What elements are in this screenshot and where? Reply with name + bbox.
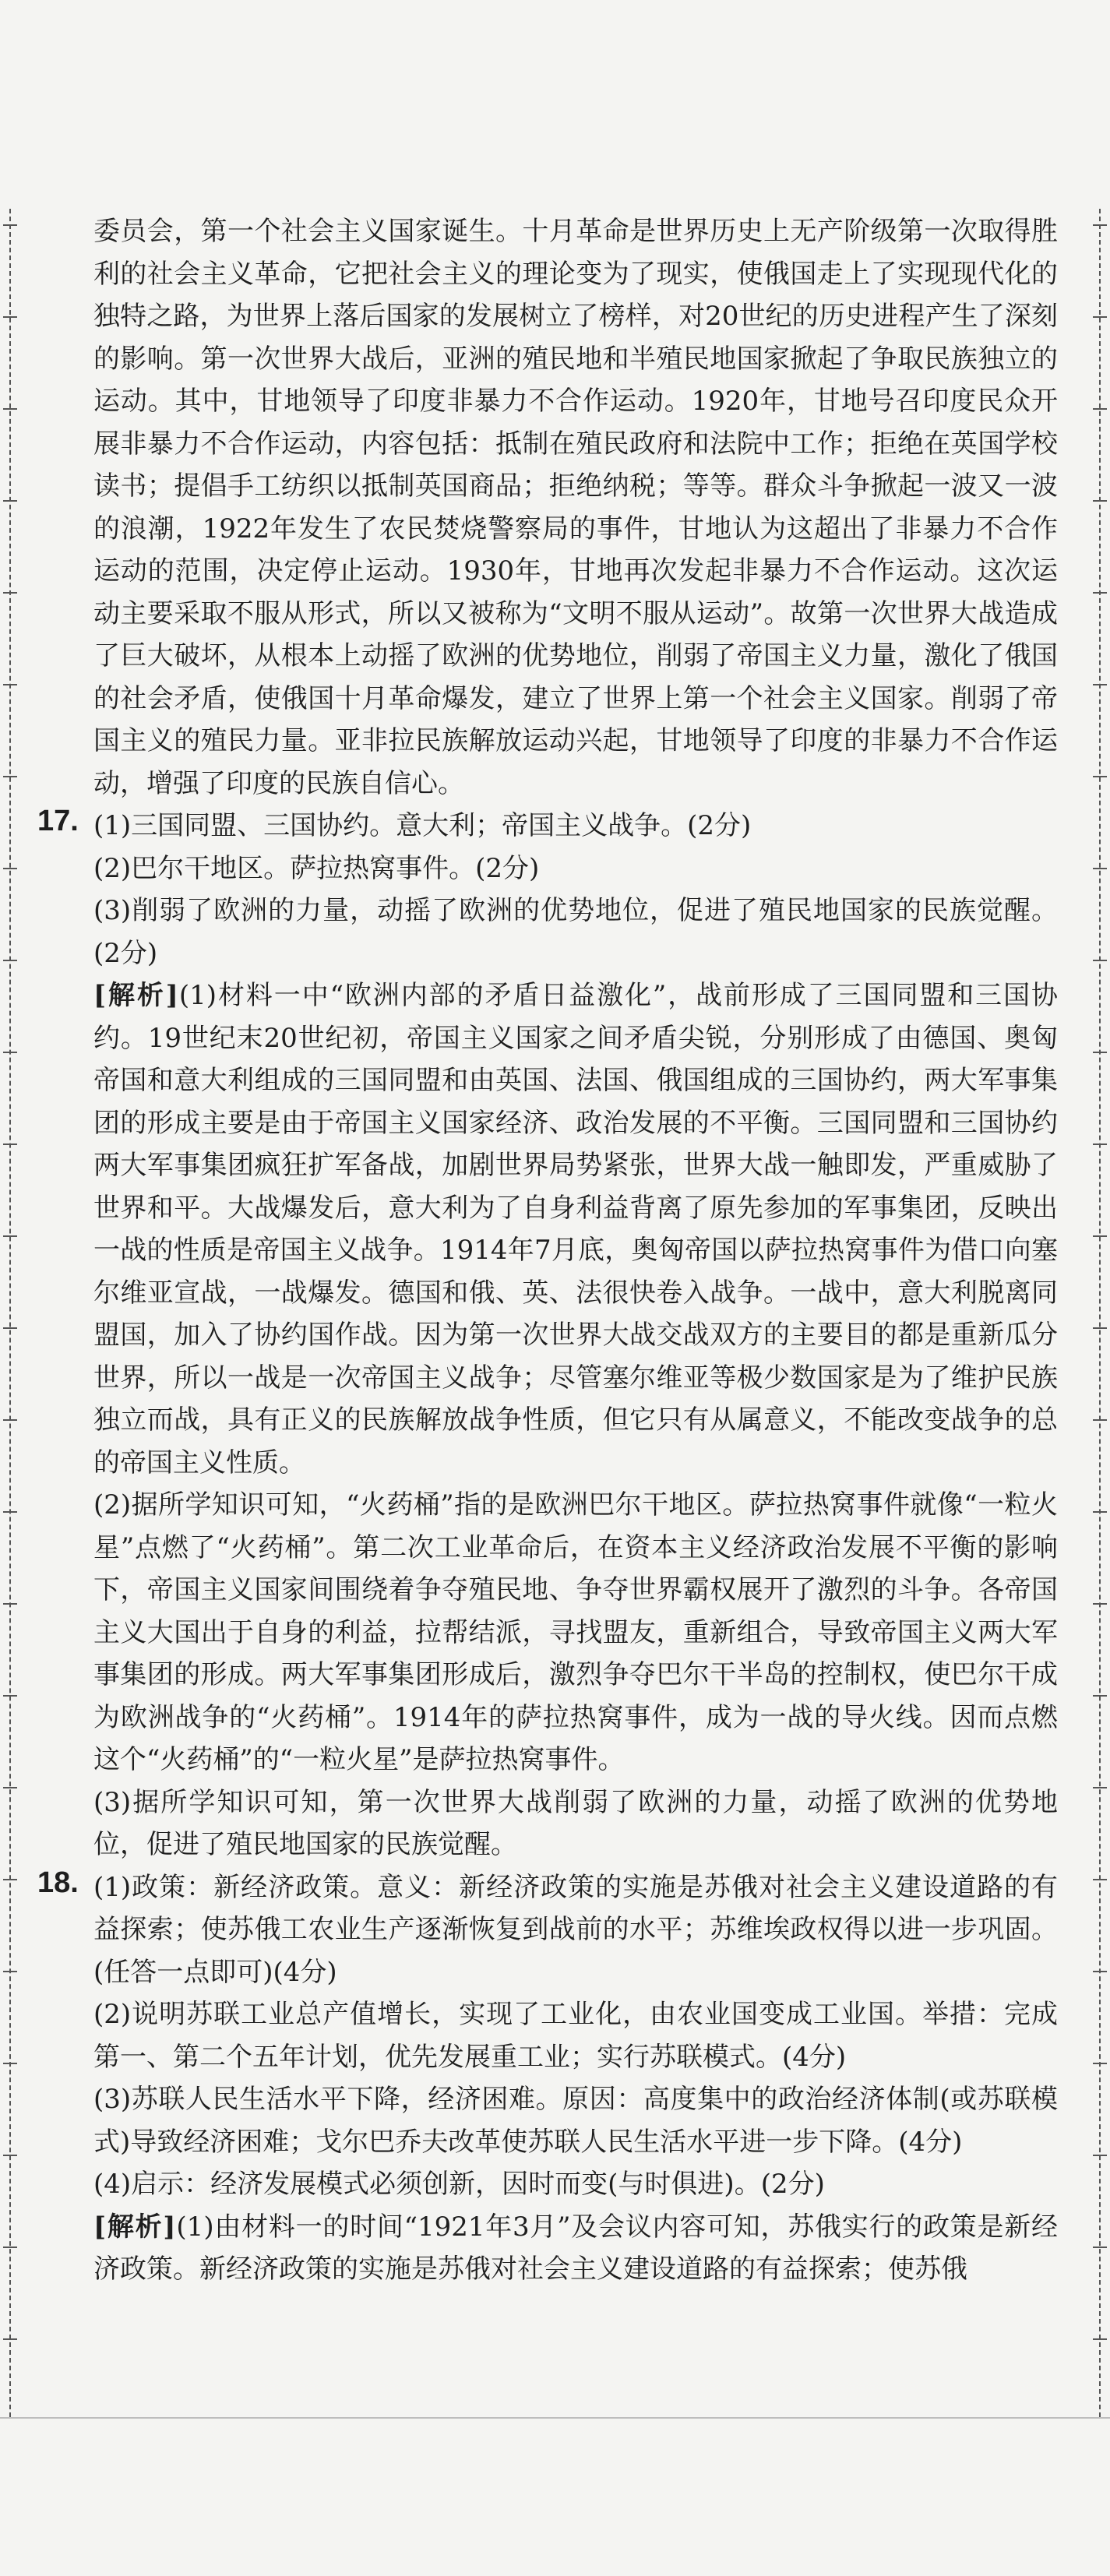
answer-18-3: (3)苏联人民生活水平下降，经济困难。原因：高度集中的政治经济体制(或苏联模式)导致经济困难；戈尔巴乔夫改革使苏联人民生活水平进一步下降。(4分) <box>93 2084 1058 2158</box>
ruler-tick <box>3 684 17 685</box>
q16-analysis-continued: 委员会，第一个社会主义国家诞生。十月革命是世界历史上无产阶级第一次取得胜利的社会主义革命，它把社会主义的理论变为了现实，使俄国走上了实现现代化的独特之路，为世界上落后国家的发展树立了榜样，对20世纪的历史进程产生了深刻的影响。第一次世界大战后，亚洲的殖民地和半殖民地国家掀起了争取民族独立的运动。其中，甘地领导了印度非暴力不合作运动。1920年，甘地号召印度民众开展非暴力不合作运动，内容包括：抵制在殖民政府和法院中工作；拒绝在英国学校读书；提倡手工纺织以抵制英国商品；拒绝纳税；等等。群众斗争掀起一波又一波的浪潮，1922年发生了农民焚烧警察局的事件，甘地认为这超出了非暴力不合作运动的范围，决定停止运动。1930年，甘地再次发起非暴力不合作运动。这次运动主要采取不服从形式，所以又被称为“文明不服从运动”。故第一次世界大战造成了巨大破坏，从根本上动摇了欧洲的优势地位，削弱了帝国主义力量，激化了俄国的社会矛盾，使俄国十月革命爆发，建立了世界上第一个社会主义国家。削弱了帝国主义的殖民力量。亚非拉民族解放运动兴起，甘地领导了印度的非暴力不合作运动，增强了印度的民族自信心。 <box>93 216 1058 799</box>
bottom-divider <box>0 2417 1110 2419</box>
answer-18-2: (2)说明苏联工业总产值增长，实现了工业化，由农业国变成工业国。举措：完成第一、第二个五年计划，优先发展重工业；实行苏联模式。(4分) <box>93 1999 1058 2073</box>
answer-content <box>37 210 1058 2291</box>
ruler-tick <box>1093 1052 1107 1053</box>
ruler-tick <box>3 224 17 226</box>
ruler-tick <box>3 2155 17 2156</box>
ruler-tick <box>1093 1971 1107 1972</box>
question-number: 18. <box>37 1866 79 1899</box>
answer-17-2: (2)巴尔干地区。萨拉热窝事件。(2分) <box>93 852 540 884</box>
ruler-tick <box>1093 1695 1107 1697</box>
answer-17-3: (3)削弱了欧洲的力量，动摇了欧洲的优势地位，促进了殖民地国家的民族觉醒。(2分) <box>93 895 1058 969</box>
ruler-tick <box>1093 2247 1107 2248</box>
ruler-tick <box>1093 592 1107 594</box>
ruler-tick <box>1093 500 1107 502</box>
ruler-tick <box>3 1327 17 1329</box>
ruler-tick <box>1093 960 1107 961</box>
right-margin-ruler <box>1093 209 1107 2417</box>
ruler-tick <box>1093 868 1107 869</box>
answer-18-1: (1)政策：新经济政策。意义：新经济政策的实施是苏俄对社会主义建设道路的有益探索；使苏俄工农业生产逐渐恢复到战前的水平；苏维埃政权得以进一步巩固。(任答一点即可)(4分) <box>93 1871 1058 1988</box>
ruler-tick <box>1093 2063 1107 2064</box>
ruler-tick <box>3 1787 17 1788</box>
analysis-tag: [解析] <box>93 2211 177 2243</box>
ruler-tick <box>3 1879 17 1880</box>
ruler-tick <box>3 776 17 777</box>
ruler-tick <box>1093 1511 1107 1513</box>
analysis-text: (1)由材料一的时间“1921年3月”及会议内容可知，苏俄实行的政策是新经济政策。新经济政策的实施是苏俄对社会主义建设道路的有益探索；使苏俄 <box>93 2211 1058 2285</box>
ruler-tick <box>3 1419 17 1421</box>
ruler-tick <box>1093 1603 1107 1605</box>
ruler-tick <box>3 1052 17 1053</box>
analysis-17-1 <box>93 974 1058 1484</box>
ruler-tick <box>1093 1879 1107 1880</box>
ruler-tick <box>3 592 17 594</box>
ruler-tick <box>1093 224 1107 226</box>
ruler-tick <box>3 1603 17 1605</box>
ruler-tick <box>1093 1787 1107 1788</box>
left-margin-ruler <box>3 209 17 2417</box>
ruler-tick <box>1093 2338 1107 2340</box>
ruler-tick <box>3 868 17 869</box>
analysis-text: (1)材料一中“欧洲内部的矛盾日益激化”，战前形成了三国同盟和三国协约。19世纪末20世纪初，帝国主义国家之间矛盾尖锐，分别形成了由德国、奥匈帝国和意大利组成的三国同盟和由英国、法国、俄国组成的三国协约，两大军事集团的形成主要是由于帝国主义国家经济、政治发展的不平衡。三国同盟和三国协约两大军事集团疯狂扩军备战，加剧世界局势紧张，世界大战一触即发，严重威胁了世界和平。大战爆发后，意大利为了自身利益背离了原先参加的军事集团，反映出一战的性质是帝国主义战争。1914年7月底，奥匈帝国以萨拉热窝事件为借口向塞尔维亚宣战，一战爆发。德国和俄、英、法很快卷入战争。一战中，意大利脱离同盟国，加入了协约国作战。因为第一次世界大战交战双方的主要目的都是重新瓜分世界，所以一战是一次帝国主义战争；尽管塞尔维亚等极少数国家是为了维护民族独立而战，具有正义的民族解放战争性质，但它只有从属意义，不能改变战争的总的帝国主义性质。 <box>93 980 1058 1478</box>
ruler-tick <box>3 408 17 410</box>
ruler-tick <box>1093 408 1107 410</box>
ruler-tick <box>3 2247 17 2248</box>
ruler-tick <box>1093 1419 1107 1421</box>
ruler-tick <box>3 500 17 502</box>
ruler-tick <box>1093 684 1107 685</box>
ruler-tick <box>3 1695 17 1697</box>
ruler-tick <box>3 2063 17 2064</box>
ruler-tick <box>1093 2155 1107 2156</box>
ruler-tick <box>1093 1144 1107 1145</box>
ruler-tick <box>3 2338 17 2340</box>
question-number: 17. <box>37 805 79 837</box>
ruler-tick <box>3 1235 17 1237</box>
ruler-tick <box>1093 1235 1107 1237</box>
answer-17-1: (1)三国同盟、三国协约。意大利；帝国主义战争。(2分) <box>93 810 752 841</box>
ruler-tick <box>3 1971 17 1972</box>
ruler-tick <box>3 1511 17 1513</box>
ruler-tick <box>1093 1327 1107 1329</box>
ruler-tick <box>3 1144 17 1145</box>
analysis-17-3: (3)据所学知识可知，第一次世界大战削弱了欧洲的力量，动摇了欧洲的优势地位，促进了殖民地国家的民族觉醒。 <box>93 1786 1058 1860</box>
question-18 <box>37 1866 1058 2291</box>
ruler-tick <box>3 960 17 961</box>
analysis-tag: [解析] <box>93 980 179 1011</box>
ruler-tick <box>3 316 17 318</box>
analysis-18-1 <box>93 2206 1058 2291</box>
ruler-tick <box>1093 776 1107 777</box>
analysis-17-2: (2)据所学知识可知，“火药桶”指的是欧洲巴尔干地区。萨拉热窝事件就像“一粒火星”点燃了“火药桶”。第二次工业革命后，在资本主义经济政治发展不平衡的影响下，帝国主义国家间围绕着争夺殖民地、争夺世界霸权展开了激烈的斗争。各帝国主义大国出于自身的利益，拉帮结派，寻找盟友，重新组合，导致帝国主义两大军事集团的形成。两大军事集团形成后，激烈争夺巴尔干半岛的控制权，使巴尔干成为欧洲战争的“火药桶”。1914年的萨拉热窝事件，成为一战的导火线。因而点燃这个“火药桶”的“一粒火星”是萨拉热窝事件。 <box>93 1489 1058 1775</box>
ruler-tick <box>1093 316 1107 318</box>
question-17 <box>37 805 1058 1866</box>
answer-18-4: (4)启示：经济发展模式必须创新，因时而变(与时俱进)。(2分) <box>93 2169 825 2200</box>
